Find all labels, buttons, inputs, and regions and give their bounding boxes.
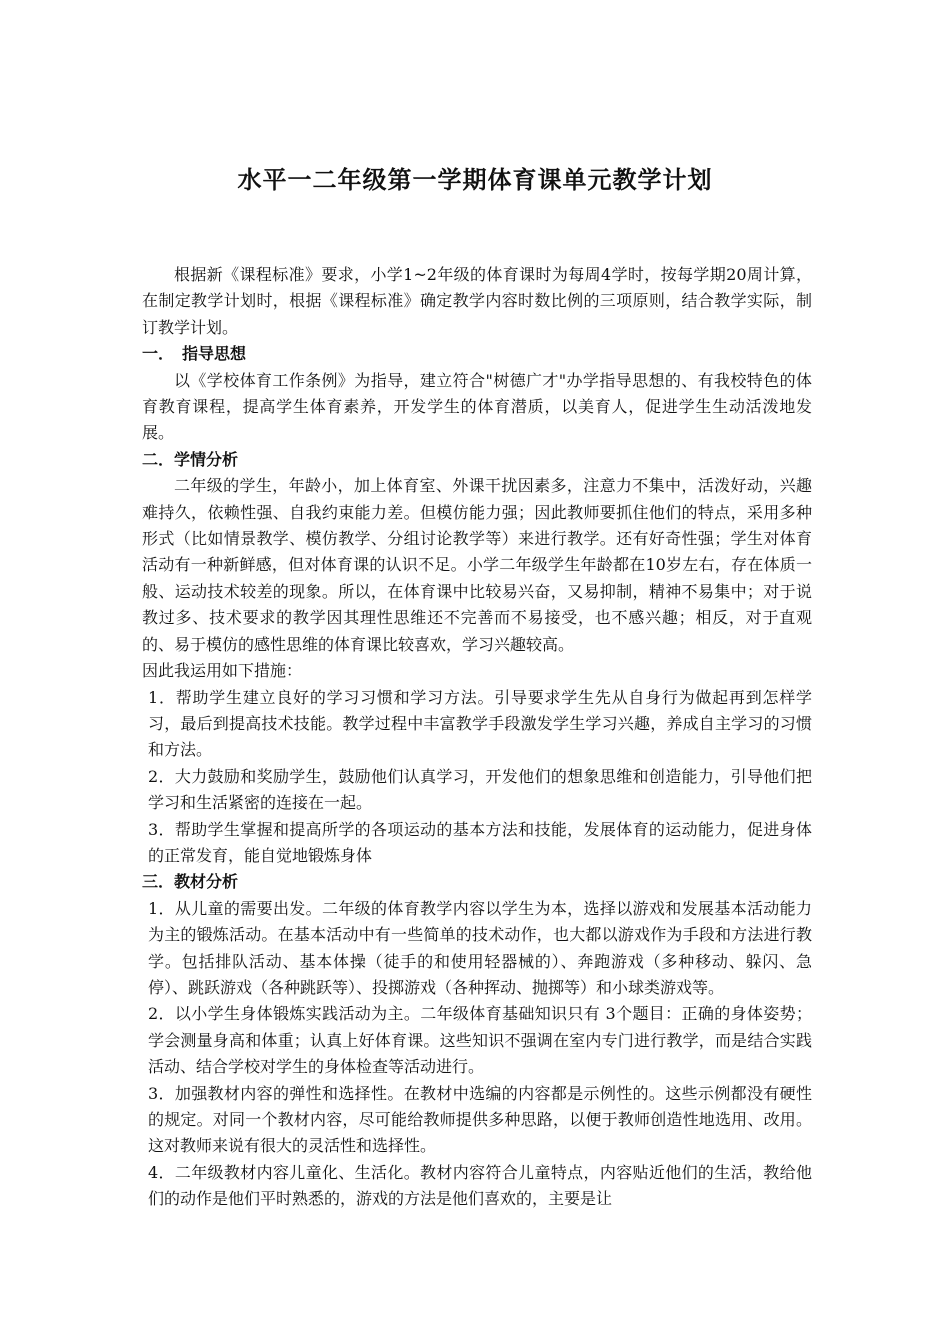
measure-item: 1．帮助学生建立良好的学习习惯和学习方法。引导要求学生先从自身行为做起再到怎样学习，最后到提高技术技能。教学过程中丰富教学手段激发学生学习兴趣，养成自主学习的习惯和方法。 [148,687,812,760]
document-body [142,262,812,1213]
section-heading-material-analysis: 三．教材分析 [142,872,239,892]
material-item: 1．从儿童的需要出发。二年级的体育教学内容以学生为本，选择以游戏和发展基本活动能力为主的锻炼活动。在基本活动中有一些简单的技术动作，也大都以游戏作为手段和方法进行教学。包括排队活动、基本体操（徒手的和使用轻器械的）、奔跑游戏（多种移动、躲闪、急停）、跳跃游戏（各种跳跃等）、投掷游戏（各种挥动、抛掷等）和小球类游戏等。 [148,898,812,997]
intro-paragraph: 根据新《课程标准》要求，小学1~2年级的体育课时为每周4学时，按每学期20周计算，在制定教学计划时，根据《课程标准》确定教学内容时数比例的三项原则，结合教学实际，制订教学计划。 [142,265,812,337]
material-item: 4．二年级教材内容儿童化、生活化。教材内容符合儿童特点，内容贴近他们的生活，教给他们的动作是他们平时熟悉的，游戏的方法是他们喜欢的，主要是让 [148,1162,812,1209]
section-heading-guiding-ideology: 一． 指导思想 [142,344,247,364]
material-item: 3．加强教材内容的弹性和选择性。在教材中选编的内容都是示例性的。这些示例都没有硬性的规定。对同一个教材内容，尽可能给教师提供多种思路，以便于教师创造性地选用、改用。这对教师来说有很大的灵活性和选择性。 [148,1083,812,1156]
measure-item: 2．大力鼓励和奖励学生，鼓励他们认真学习，开发他们的想象思维和创造能力，引导他们把学习和生活紧密的连接在一起。 [148,766,812,813]
measures-intro: 因此我运用如下措施： [142,661,303,681]
guiding-ideology-paragraph: 以《学校体育工作条例》为指导，建立符合"树德广才"办学指导思想的、有我校特色的体育教育课程，提高学生体育素养，开发学生的体育潜质，以美育人，促进学生生动活泼地发展。 [142,370,812,443]
material-item: 2．以小学生身体锻炼实践活动为主。二年级体育基础知识只有 3个题目：正确的身体姿势；学会测量身高和体重；认真上好体育课。这些知识不强调在室内专门进行教学，而是结合实践活动、结合学校对学生的身体检查等活动进行。 [148,1004,812,1077]
measure-item: 3．帮助学生掌握和提高所学的各项运动的基本方法和技能，发展体育的运动能力，促进身体的正常发育，能自觉地锻炼身体 [148,819,812,865]
section-heading-student-analysis: 二．学情分析 [142,449,239,469]
student-analysis-paragraph: 二年级的学生，年龄小，加上体育室、外课干扰因素多，注意力不集中，活泼好动，兴趣难持久，依赖性强、自我约束能力差。但模仿能力强；因此教师要抓住他们的特点，采用多种形式（比如情景教学、模仿教学、分组讨论教学等）来进行教学。还有好奇性强；学生对体育活动有一种新鲜感，但对体育课的认识不足。小学二年级学生年龄都在10岁左右，存在体质一般、运动技术较差的现象。所以，在体育课中比较易兴奋，又易抑制，精神不易集中；对于说教过多、技术要求的教学因其理性思维还不完善而不易接受，也不感兴趣；相反，对于直观的、易于模仿的感性思维的体育课比较喜欢，学习兴趣较高。 [142,476,812,654]
page-title: 水平一二年级第一学期体育课单元教学计划 [237,166,713,194]
